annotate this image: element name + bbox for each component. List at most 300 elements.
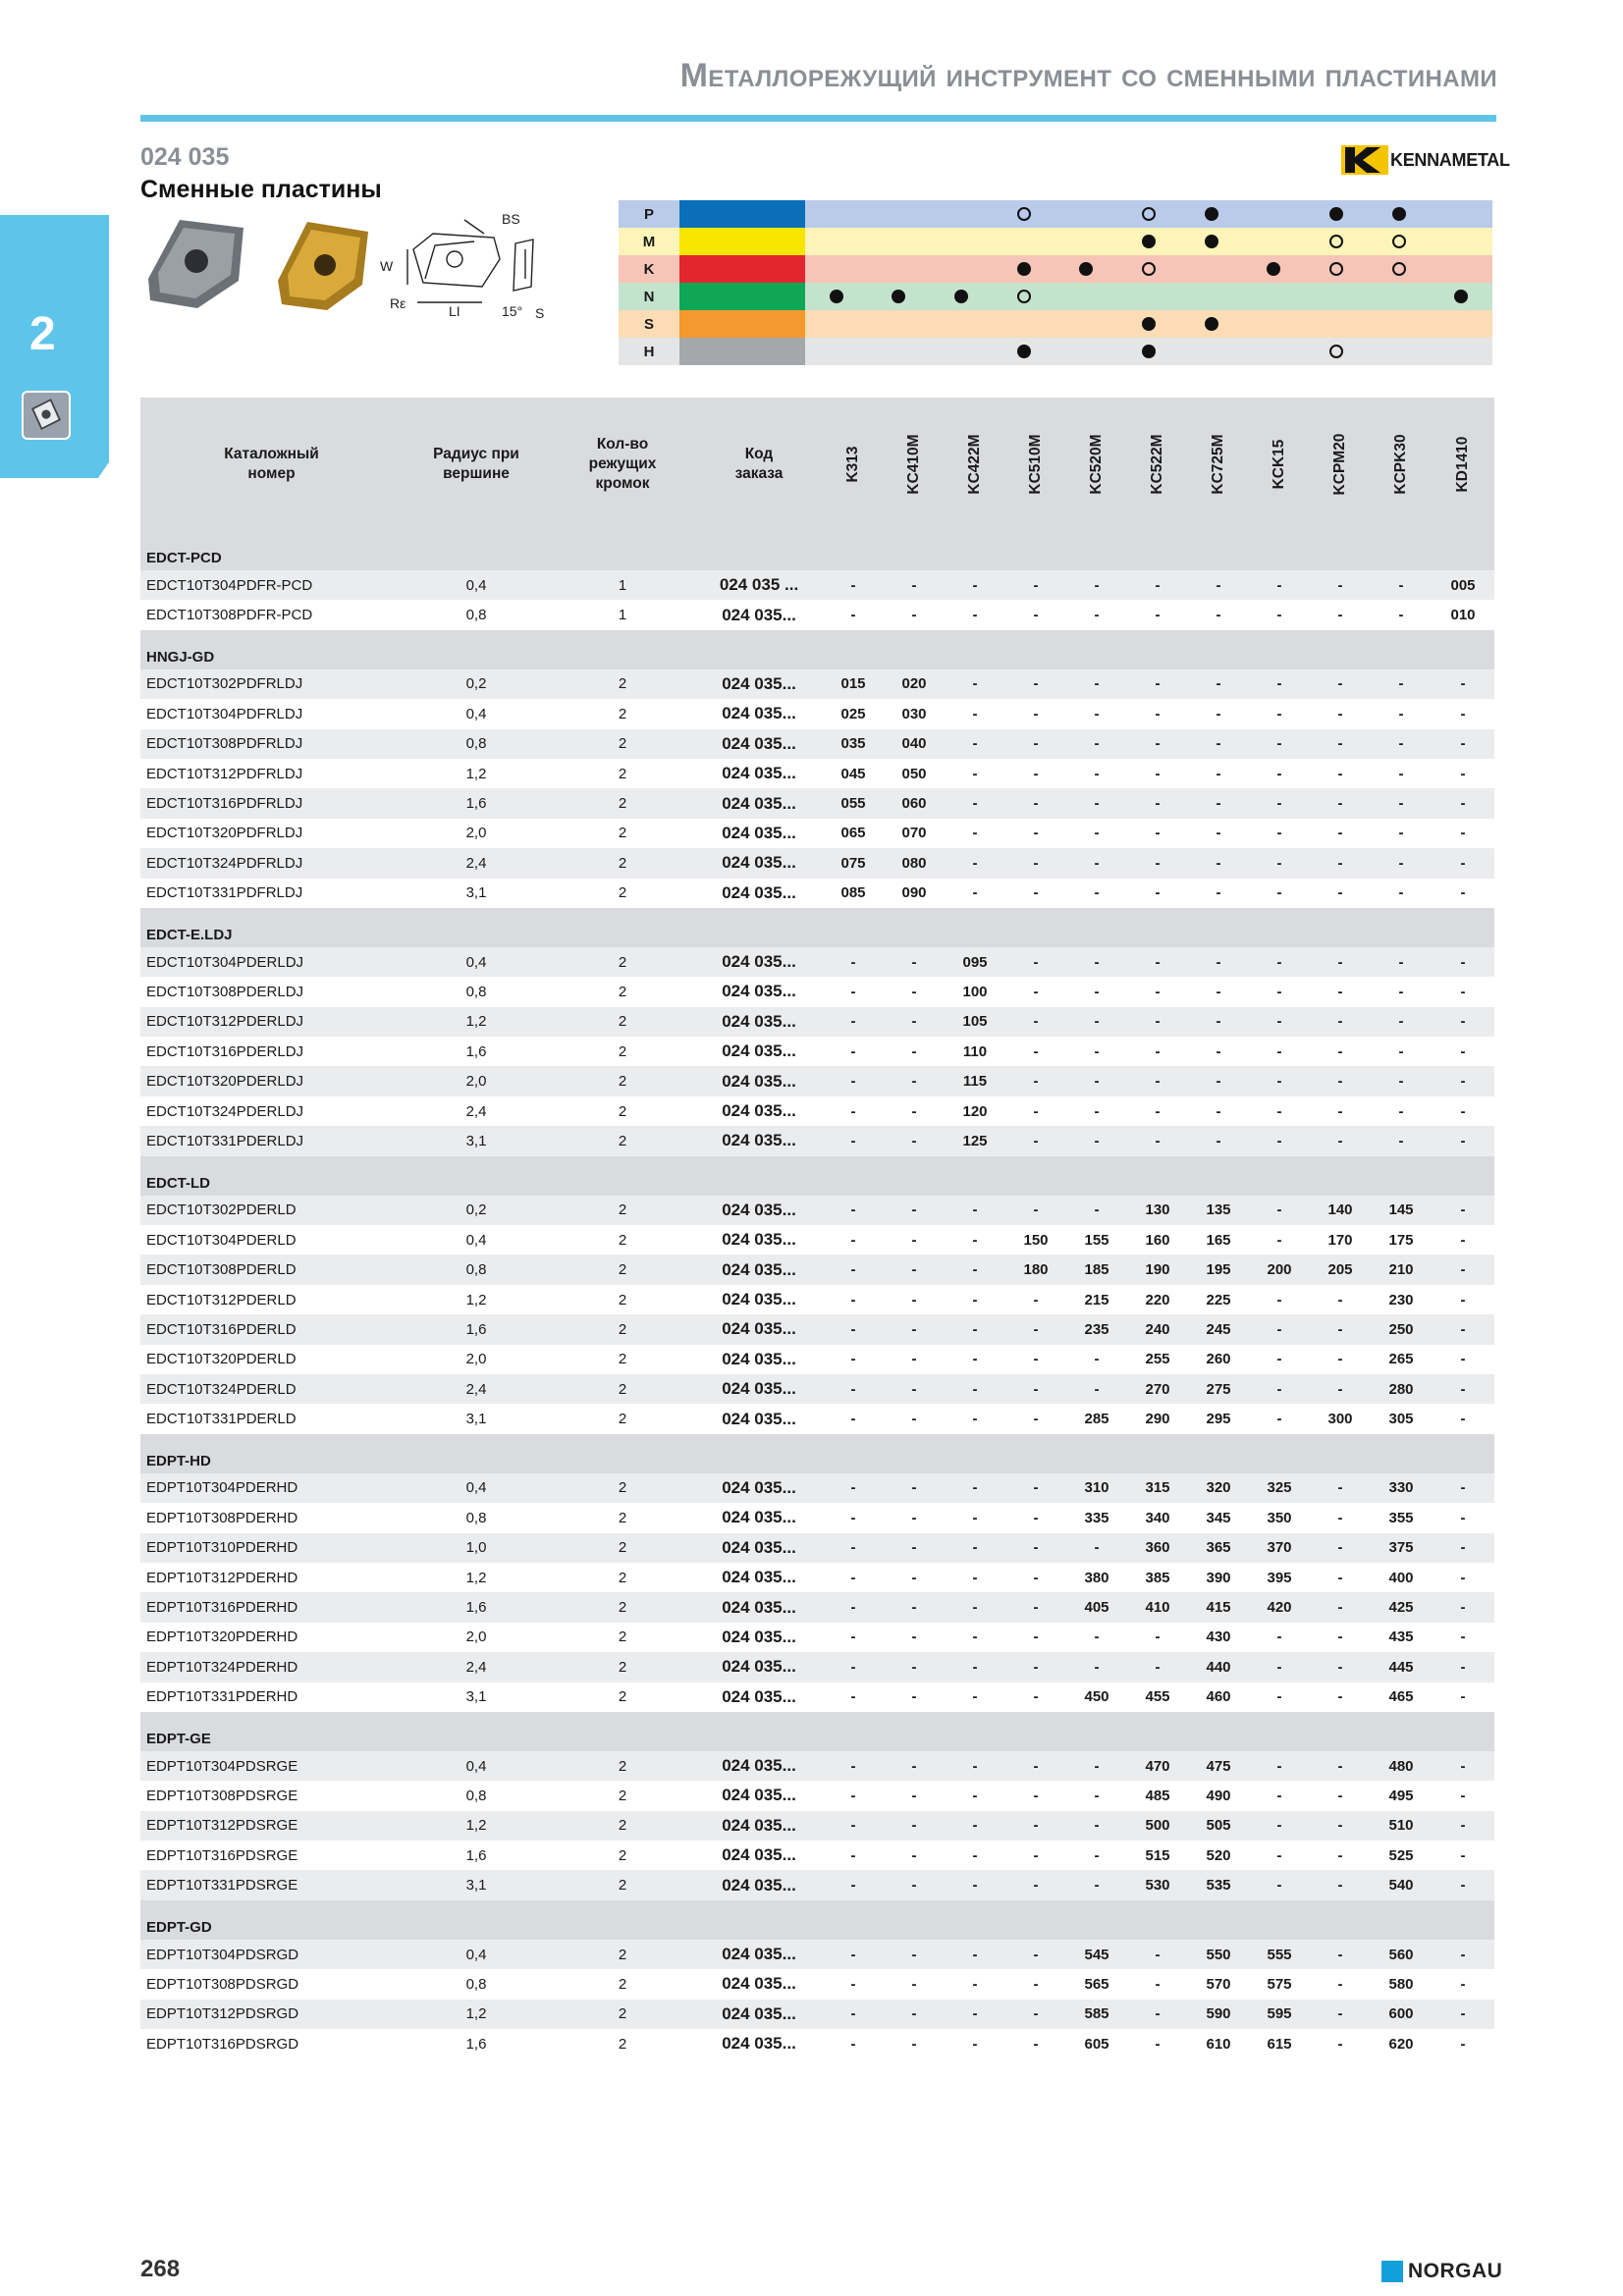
table-row (140, 729, 1494, 759)
grade-code: - (823, 1870, 884, 1899)
order-code: 024 035... (722, 1508, 796, 1527)
material-swatch (679, 200, 805, 228)
grade-code: - (1066, 1533, 1127, 1563)
header-grade-kcpm20: KCPM20 (1310, 398, 1371, 531)
grade-code: - (1310, 1473, 1371, 1503)
table-row (140, 669, 1494, 699)
grade-code: 155 (1084, 1231, 1109, 1249)
grade-code: 495 (1388, 1787, 1414, 1804)
grade-code: - (1398, 705, 1404, 722)
cutting-edges: 2 (550, 1473, 695, 1503)
grade-code: 120 (962, 1102, 988, 1120)
order-code: 024 035... (695, 1314, 823, 1344)
grade-code: - (1155, 983, 1161, 1000)
corner-radius: 2,0 (465, 1629, 487, 1646)
grade-code: - (1432, 1870, 1494, 1899)
material-cell (1117, 283, 1180, 310)
grade-code: - (1460, 765, 1466, 782)
grade-code: 330 (1371, 1473, 1432, 1503)
order-code: 024 035... (695, 947, 823, 977)
material-cell (993, 310, 1055, 338)
grade-code: - (1432, 1255, 1494, 1284)
grade-code: 385 (1145, 1569, 1170, 1586)
cutting-edges: 2 (618, 1846, 627, 1864)
corner-radius: 2,0 (403, 1066, 550, 1095)
material-cell (1430, 283, 1492, 310)
grade-code: - (1005, 947, 1066, 977)
grade-code: - (1005, 2000, 1066, 2029)
catalog-number: EDCT10T304PDERLD (146, 1231, 297, 1249)
grade-code: 245 (1188, 1314, 1249, 1344)
table-row (140, 1781, 1494, 1810)
material-row-n (619, 283, 1492, 310)
catalog-number: EDCT10T324PDFRLDJ (140, 848, 403, 878)
kennametal-logo (1341, 145, 1510, 175)
grade-code: - (1155, 1975, 1161, 1993)
grade-code: 610 (1206, 2035, 1231, 2053)
material-label: H (643, 343, 655, 360)
grade-code: 170 (1327, 1231, 1353, 1249)
grade-code: - (1155, 2035, 1161, 2053)
grade-code: - (1310, 1751, 1371, 1781)
table-row (140, 819, 1494, 848)
grade-code: 375 (1371, 1533, 1432, 1563)
grade-code: 070 (901, 825, 927, 842)
grade-code: - (823, 570, 884, 600)
header-rule (140, 115, 1496, 122)
grade-code: - (1310, 2000, 1371, 2029)
grade-code: - (1249, 1066, 1310, 1095)
inserts-table (140, 398, 1494, 2058)
grade-code: 460 (1206, 1688, 1231, 1706)
grade-code: 410 (1127, 1592, 1188, 1622)
material-cell (1305, 255, 1368, 283)
grade-code: 035 (823, 729, 884, 759)
grade-code: - (972, 1351, 978, 1368)
grade-code: - (1371, 788, 1432, 818)
catalog-number: EDPT10T310PDERHD (140, 1533, 403, 1563)
material-row-s (619, 310, 1492, 338)
grade-code: 450 (1084, 1688, 1109, 1706)
grade-code: - (1276, 983, 1282, 1000)
grade-code: - (911, 1351, 917, 1368)
grade-code: - (1432, 848, 1494, 878)
cutting-edges: 2 (550, 1533, 695, 1563)
grade-code: 420 (1249, 1592, 1310, 1622)
catalog-number: EDCT10T324PDERLDJ (146, 1102, 304, 1120)
grade-code: - (1337, 1688, 1343, 1706)
grade-code: - (972, 1291, 978, 1308)
corner-radius: 1,2 (465, 1291, 487, 1308)
grade-code: 615 (1267, 2035, 1292, 2053)
grade-code: 565 (1084, 1975, 1109, 1993)
grade-code: - (1460, 1975, 1466, 1993)
material-cell (1117, 255, 1180, 283)
grade-code: - (850, 1411, 856, 1428)
primary-application-dot-icon (1142, 345, 1156, 358)
corner-radius: 1,2 (403, 1811, 550, 1841)
grade-code: - (972, 1509, 978, 1526)
grade-code: - (911, 1629, 917, 1646)
corner-radius: 0,8 (465, 1787, 487, 1804)
grade-code: - (1094, 983, 1100, 1000)
catalog-number: EDPT10T304PDSRGE (140, 1751, 403, 1781)
header-grade-kd1410: KD1410 (1432, 398, 1494, 531)
table-row (140, 1225, 1494, 1255)
catalog-number: EDCT10T331PDFRLDJ (146, 884, 303, 902)
grade-code: 285 (1084, 1411, 1109, 1428)
grade-code: - (1310, 1811, 1371, 1841)
catalog-number: EDPT10T312PDSRGE (140, 1811, 403, 1841)
grade-code: 530 (1127, 1870, 1188, 1899)
table-row (140, 1870, 1494, 1899)
norgau-square-icon (1381, 2261, 1403, 2282)
grade-code: - (972, 1629, 978, 1646)
grade-code: - (1033, 1042, 1039, 1060)
grade-code: - (1310, 1314, 1371, 1344)
grade-code: 220 (1145, 1291, 1170, 1308)
grade-code: 095 (945, 947, 1005, 977)
grade-code: - (1432, 1374, 1494, 1404)
grade-code: 075 (823, 848, 884, 878)
grade-code: - (1460, 1102, 1466, 1120)
grade-code: 485 (1145, 1787, 1170, 1804)
grade-code: - (972, 2035, 978, 2053)
grade-code: - (1276, 884, 1282, 902)
table-row (140, 1285, 1494, 1314)
cutting-edges: 2 (550, 1314, 695, 1344)
grade-code: 525 (1388, 1846, 1414, 1864)
secondary-application-ring-icon (1017, 290, 1031, 303)
table-row (140, 1126, 1494, 1155)
grade-code: - (884, 1126, 945, 1155)
grade-code: - (1005, 1314, 1066, 1344)
grade-code: - (850, 1102, 856, 1120)
grade-code: - (1155, 607, 1161, 624)
material-label: M (642, 233, 656, 250)
grade-code: - (823, 1374, 884, 1404)
grade-code: - (1066, 1196, 1127, 1225)
grade-code: - (884, 1870, 945, 1899)
grade-code: - (1127, 1126, 1188, 1155)
order-code: 024 035... (722, 1349, 796, 1368)
material-cell (1180, 200, 1243, 228)
catalog-number: EDPT10T316PDSRGD (146, 2035, 299, 2053)
grade-code: 470 (1127, 1751, 1188, 1781)
material-cell (868, 255, 931, 283)
grade-code: 480 (1371, 1751, 1432, 1781)
section-header-row (140, 1156, 1494, 1196)
cutting-edges: 2 (550, 1126, 695, 1155)
table-row (140, 600, 1494, 629)
grade-code: 305 (1388, 1411, 1414, 1428)
table-row (140, 1652, 1494, 1682)
grade-code: 135 (1188, 1196, 1249, 1225)
grade-code: - (1005, 729, 1066, 759)
grade-code: - (1432, 1126, 1494, 1155)
table-row (140, 2029, 1494, 2058)
grade-code: - (1005, 1473, 1066, 1503)
primary-application-dot-icon (1205, 207, 1218, 221)
order-code: 024 035... (695, 1940, 823, 1969)
order-code: 024 035... (695, 1196, 823, 1225)
grade-code: - (1188, 947, 1249, 977)
secondary-application-ring-icon (1329, 235, 1343, 248)
grade-code: - (945, 1374, 1005, 1404)
grade-code: - (823, 1126, 884, 1155)
material-swatch (679, 228, 805, 255)
grade-code: - (1094, 607, 1100, 624)
corner-radius: 1,2 (403, 1007, 550, 1037)
grade-code: - (911, 2035, 917, 2053)
grade-code: 585 (1066, 2000, 1127, 2029)
table-row (140, 1196, 1494, 1225)
cutting-edges: 2 (618, 1411, 627, 1428)
order-code: 024 035... (695, 1592, 823, 1622)
grade-code: 560 (1371, 1940, 1432, 1969)
grade-code: 065 (840, 825, 866, 842)
grade-code: - (1432, 1592, 1494, 1622)
grade-code: - (1033, 1102, 1039, 1120)
norgau-logo (1381, 2260, 1502, 2283)
grade-code: 265 (1388, 1351, 1414, 1368)
grade-code: - (1460, 2035, 1466, 2053)
grade-code: - (1249, 570, 1310, 600)
grade-code: 415 (1188, 1592, 1249, 1622)
material-cell (1242, 310, 1305, 338)
grade-code: 475 (1188, 1751, 1249, 1781)
grade-code: - (1432, 1751, 1494, 1781)
grade-code: - (823, 1751, 884, 1781)
catalog-number: EDCT10T312PDFRLDJ (146, 765, 303, 782)
grade-code: - (823, 1592, 884, 1622)
cutting-edges: 2 (618, 884, 627, 902)
corner-radius: 0,4 (403, 1940, 550, 1969)
material-cell (1242, 283, 1305, 310)
material-cell (868, 200, 931, 228)
grade-code: 545 (1066, 1940, 1127, 1969)
grade-code: - (911, 1975, 917, 1993)
order-code: 024 035... (722, 1101, 796, 1121)
table-row (140, 699, 1494, 728)
cutting-edges: 2 (550, 1255, 695, 1284)
grade-code: - (1066, 1066, 1127, 1095)
grade-code: - (1249, 1007, 1310, 1037)
header-order: Код заказа (695, 398, 823, 531)
material-cell (1117, 228, 1180, 255)
insert-chapter-icon (22, 391, 71, 440)
grade-code: - (1432, 947, 1494, 977)
grade-code: 400 (1388, 1569, 1414, 1586)
grade-code: - (972, 1231, 978, 1249)
grade-code: - (972, 1569, 978, 1586)
grade-code: - (972, 1688, 978, 1706)
grade-code: - (1276, 1411, 1282, 1428)
catalog-number: EDCT10T304PDFRLDJ (146, 705, 303, 722)
grade-code: - (884, 570, 945, 600)
grade-code: - (1432, 788, 1494, 818)
grade-code: 235 (1066, 1314, 1127, 1344)
material-cell (993, 338, 1055, 365)
material-swatch (679, 255, 805, 283)
catalog-number: EDCT10T308PDFR-PCD (146, 607, 313, 624)
material-cell (930, 200, 993, 228)
material-cell (930, 283, 993, 310)
corner-radius: 1,6 (465, 2035, 487, 2053)
grade-code: 510 (1371, 1811, 1432, 1841)
material-cell (1055, 255, 1118, 283)
grade-code: - (1337, 1569, 1343, 1586)
grade-code: 240 (1127, 1314, 1188, 1344)
grade-code: - (1033, 1411, 1039, 1428)
section-header-row (140, 1900, 1494, 1940)
order-code: 024 035... (695, 848, 823, 878)
order-code: 024 035... (722, 1786, 796, 1805)
cutting-edges: 2 (618, 705, 627, 722)
grade-code: - (911, 983, 917, 1000)
material-cell (1055, 228, 1118, 255)
corner-radius: 0,4 (403, 1473, 550, 1503)
section-name: EDPT-GD (140, 1900, 1494, 1940)
material-cell (993, 255, 1055, 283)
page-header-title: Металлорежущий инструмент со сменными пластинами (679, 57, 1497, 94)
table-row (140, 1007, 1494, 1037)
grade-code: - (1432, 1533, 1494, 1563)
grade-code: - (1127, 848, 1188, 878)
header-grade-kck15: KCK15 (1249, 398, 1310, 531)
grade-code: - (884, 1314, 945, 1344)
grade-code: - (1371, 947, 1432, 977)
cutting-edges: 2 (618, 1688, 627, 1706)
grade-code: - (1188, 669, 1249, 699)
grade-code: 085 (840, 884, 866, 902)
section-name: EDPT-HD (140, 1434, 1494, 1473)
order-code: 024 035... (695, 1066, 823, 1095)
primary-application-dot-icon (1205, 317, 1218, 331)
grade-code: - (1337, 705, 1343, 722)
grade-code: - (945, 1533, 1005, 1563)
catalog-number: EDPT10T308PDSRGD (146, 1975, 299, 1993)
corner-radius: 0,4 (403, 570, 550, 600)
table-row (140, 1314, 1494, 1344)
grade-code: - (945, 1751, 1005, 1781)
material-cell (1430, 310, 1492, 338)
section-name: EDCT-E.LDJ (140, 908, 1494, 947)
grade-code: - (1249, 1751, 1310, 1781)
grade-code: 605 (1084, 2035, 1109, 2053)
material-cell (805, 283, 868, 310)
grade-code: 125 (945, 1126, 1005, 1155)
grade-code: - (823, 1066, 884, 1095)
grade-code: - (1094, 1629, 1100, 1646)
catalog-number: EDCT10T320PDERLDJ (140, 1066, 403, 1095)
grade-code: 555 (1249, 1940, 1310, 1969)
material-cell (1430, 228, 1492, 255)
grade-code: 230 (1388, 1291, 1414, 1308)
grade-code: - (1337, 1629, 1343, 1646)
grade-code: - (884, 947, 945, 977)
order-code: 024 035... (722, 823, 796, 842)
grade-code: - (911, 1291, 917, 1308)
grade-code: - (1460, 884, 1466, 902)
cutting-edges: 2 (618, 1231, 627, 1249)
table-row (140, 1969, 1494, 1999)
grade-code: - (884, 1374, 945, 1404)
corner-radius: 1,6 (403, 1592, 550, 1622)
grade-code: - (1005, 1870, 1066, 1899)
table-row (140, 1940, 1494, 1969)
insert-photo-grey-icon (148, 220, 243, 308)
grade-code: - (823, 1007, 884, 1037)
order-code: 024 035... (722, 1568, 796, 1587)
grade-code: - (1216, 825, 1221, 842)
grade-code: - (1005, 1533, 1066, 1563)
order-code: 024 035... (695, 788, 823, 818)
material-cell (1180, 283, 1243, 310)
grade-code: - (1460, 1509, 1466, 1526)
header-grade-kcpk30: KCPK30 (1371, 398, 1432, 531)
order-code: 024 035... (695, 669, 823, 699)
grade-code: - (1005, 1592, 1066, 1622)
secondary-application-ring-icon (1017, 207, 1031, 221)
grade-code: 445 (1371, 1652, 1432, 1682)
cutting-edges: 2 (550, 1652, 695, 1682)
catalog-number: EDCT10T302PDERLD (140, 1196, 403, 1225)
material-cell (1117, 338, 1180, 365)
header-grade-kc510m: KC510M (1005, 398, 1066, 531)
corner-radius: 2,4 (403, 848, 550, 878)
grade-code: 310 (1066, 1473, 1127, 1503)
corner-radius: 1,6 (465, 1846, 487, 1864)
grade-code: - (1337, 825, 1343, 842)
cutting-edges: 2 (618, 1102, 627, 1120)
grade-code: - (911, 1509, 917, 1526)
material-swatch (679, 310, 805, 338)
grade-code: 355 (1388, 1509, 1414, 1526)
primary-application-dot-icon (1454, 290, 1468, 303)
grade-code: - (1371, 669, 1432, 699)
grade-code: - (1432, 1940, 1494, 1969)
grade-code: - (1337, 1291, 1343, 1308)
grade-code: 465 (1388, 1688, 1414, 1706)
grade-code: - (1398, 1042, 1404, 1060)
catalog-number: EDCT10T331PDERLD (146, 1411, 297, 1428)
cutting-edges: 2 (550, 669, 695, 699)
material-cell (1368, 283, 1431, 310)
grade-code: - (823, 1473, 884, 1503)
grade-code: - (1249, 848, 1310, 878)
cutting-edges: 2 (550, 1007, 695, 1037)
section-header-row (140, 908, 1494, 947)
table-row (140, 1503, 1494, 1532)
table-row (140, 1066, 1494, 1095)
order-code: 024 035... (722, 1627, 796, 1646)
order-code: 024 035... (722, 704, 796, 723)
corner-radius: 1,0 (403, 1533, 550, 1563)
grade-code: 435 (1388, 1629, 1414, 1646)
cutting-edges: 2 (618, 1509, 627, 1526)
cutting-edges: 2 (550, 1940, 695, 1969)
table-row (140, 759, 1494, 788)
material-application-grid (619, 200, 1492, 365)
grade-code: - (1310, 1066, 1371, 1095)
corner-radius: 2,4 (403, 1374, 550, 1404)
material-cell (1055, 338, 1118, 365)
grade-code: - (1460, 705, 1466, 722)
catalog-number: EDCT10T304PDERLDJ (140, 947, 403, 977)
grade-code: - (823, 1314, 884, 1344)
grade-code: - (1337, 1042, 1343, 1060)
